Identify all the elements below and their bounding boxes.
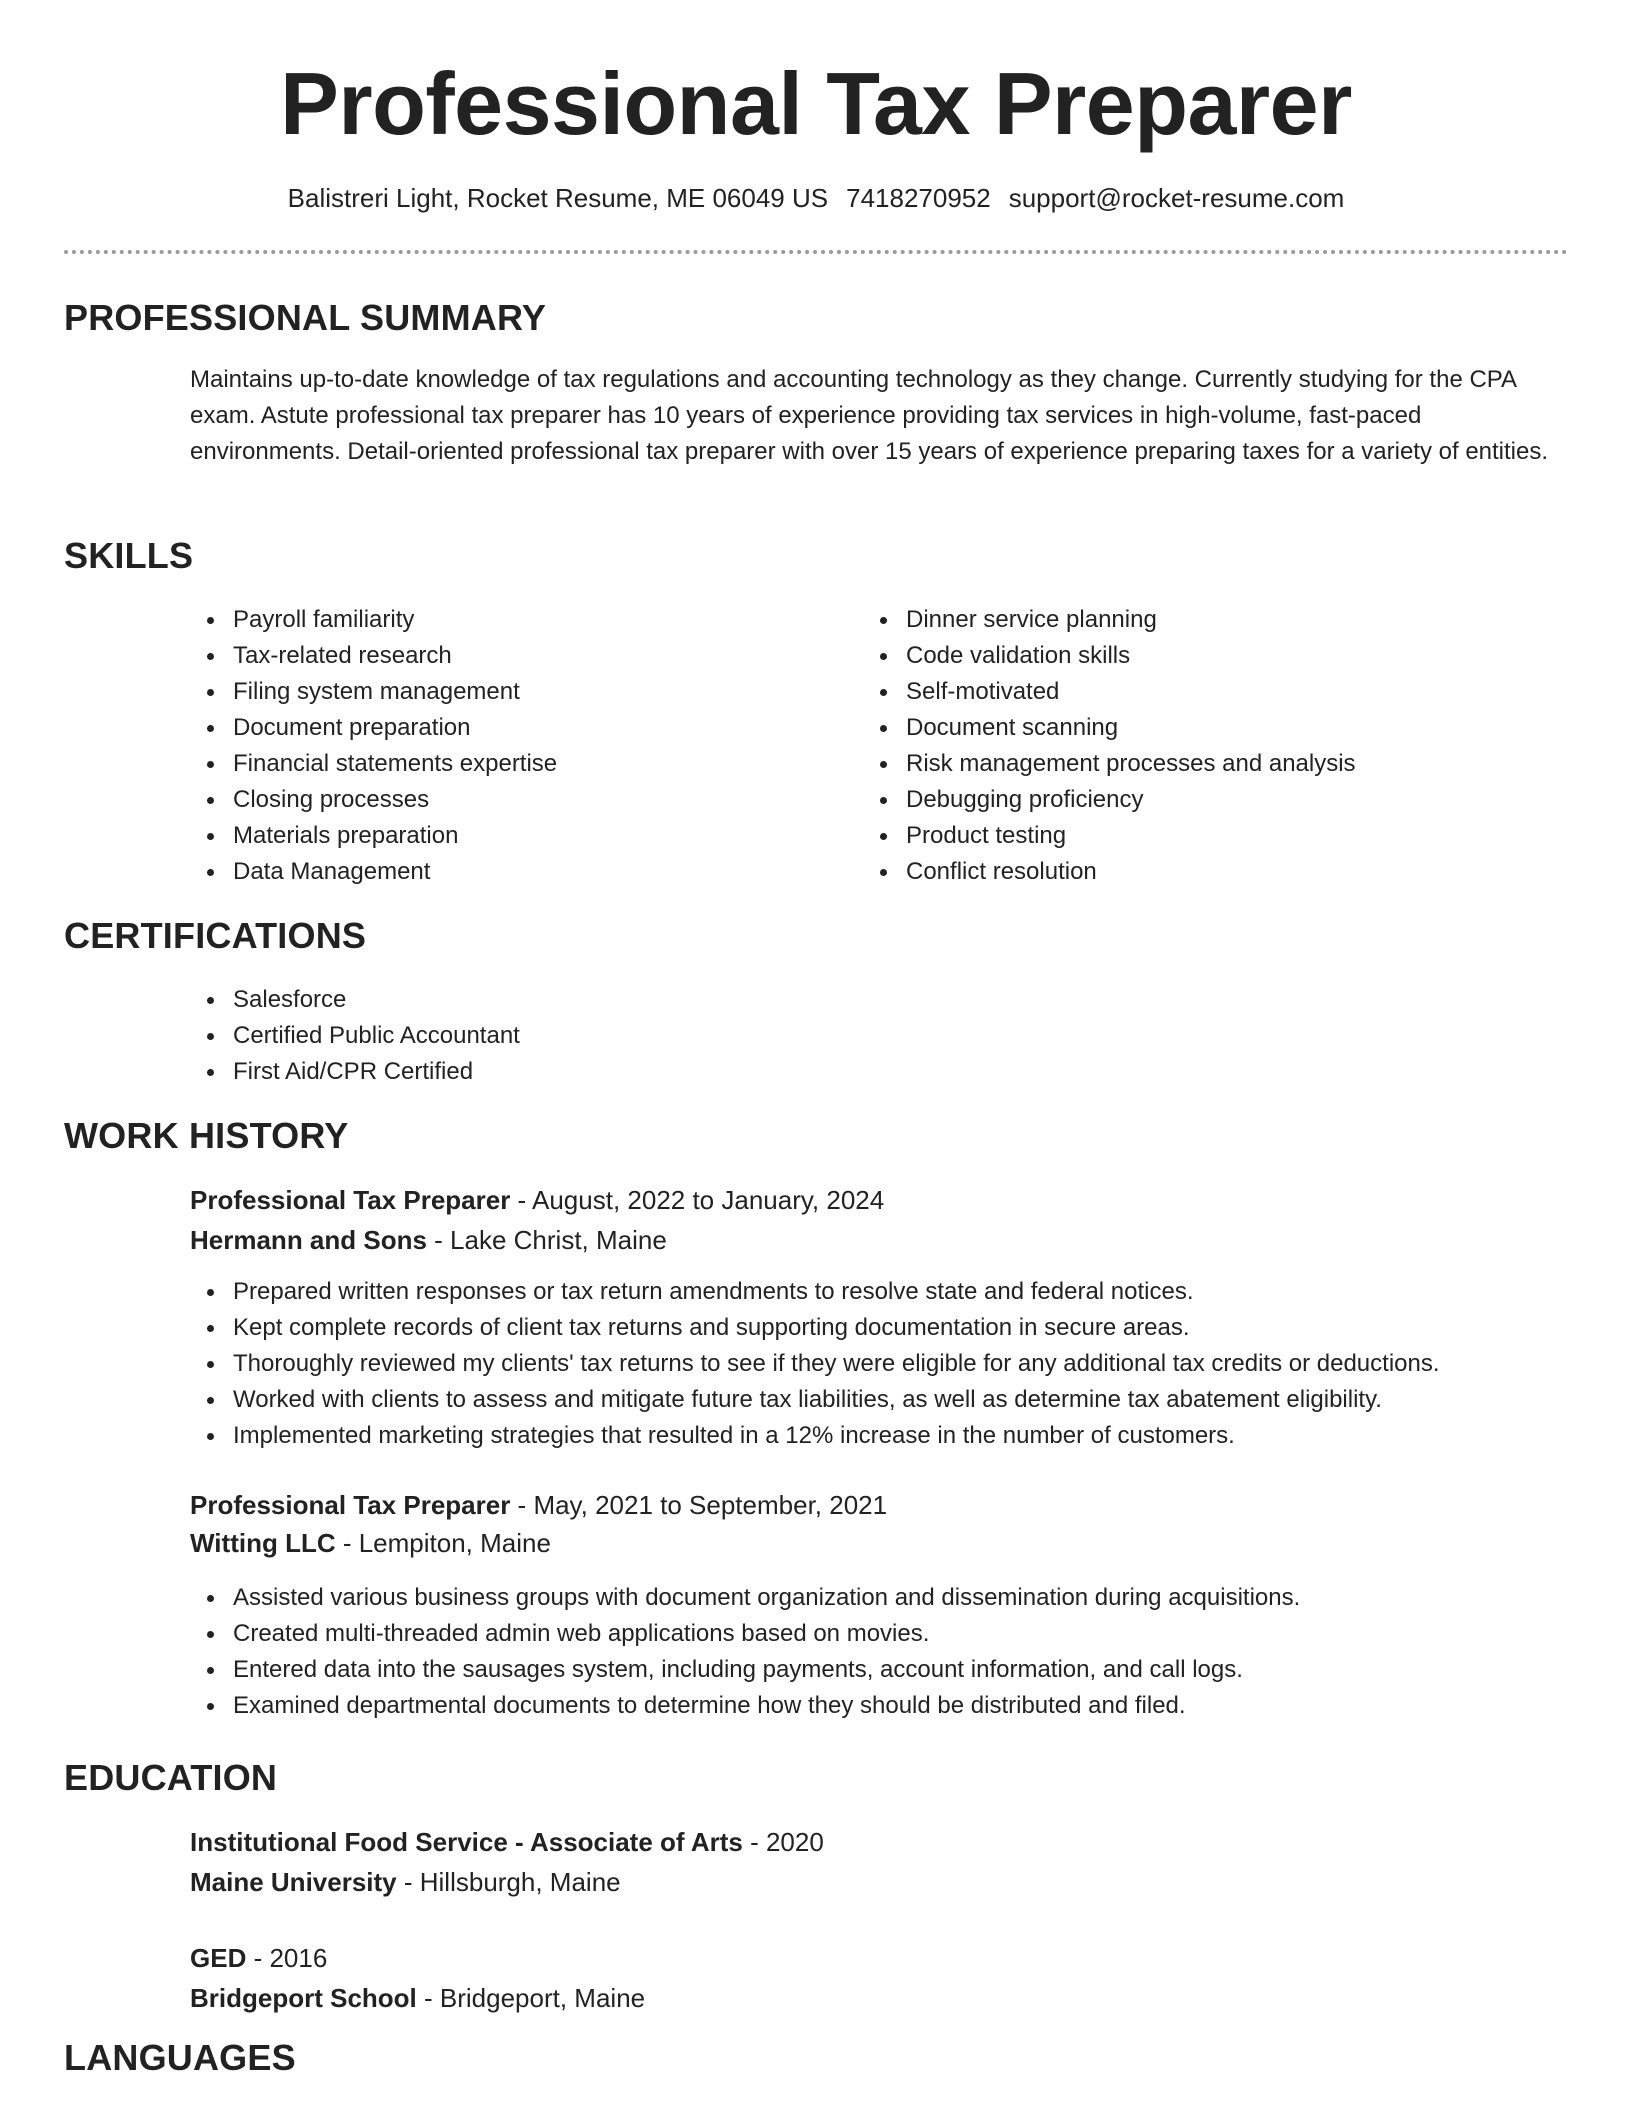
skill-item: Code validation skills	[863, 638, 1356, 674]
education-degree: GED	[190, 1943, 247, 1973]
skill-item: Document scanning	[863, 710, 1356, 746]
education-school-line: Bridgeport School - Bridgeport, Maine	[190, 1983, 646, 2013]
job-bullet: Assisted various business groups with document organization and dissemination during acquisitions.	[190, 1580, 1300, 1616]
skill-item: Conflict resolution	[863, 854, 1356, 890]
education-school-line: Maine University - Hillsburgh, Maine	[190, 1867, 621, 1897]
skill-item: Financial statements expertise	[190, 746, 557, 782]
job-bullet: Examined departmental documents to determine how they should be distributed and filed.	[190, 1688, 1300, 1724]
education-year: 2016	[269, 1943, 328, 1973]
education-heading: EDUCATION	[64, 1757, 278, 1798]
job-bullet: Entered data into the sausages system, including payments, account information, and call logs.	[190, 1652, 1300, 1688]
job-bullets	[190, 1580, 1300, 1724]
skill-item: Debugging proficiency	[863, 782, 1356, 818]
job-role: Professional Tax Preparer	[190, 1490, 511, 1520]
skills-heading: SKILLS	[64, 535, 194, 576]
skill-item: Document preparation	[190, 710, 557, 746]
skill-item: Payroll familiarity	[190, 602, 557, 638]
contact-phone: 7418270952	[846, 183, 991, 213]
education-year: 2020	[765, 1827, 824, 1857]
job-title-line: Professional Tax Preparer - May, 2021 to September, 2021	[190, 1490, 888, 1520]
certification-item: Certified Public Accountant	[190, 1018, 520, 1054]
skill-item: Data Management	[190, 854, 557, 890]
languages-heading: LANGUAGES	[64, 2037, 296, 2078]
skill-item: Tax-related research	[190, 638, 557, 674]
skill-item: Closing processes	[190, 782, 557, 818]
skill-item: Self-motivated	[863, 674, 1356, 710]
skill-item: Filing system management	[190, 674, 557, 710]
job-location: Lempiton, Maine	[358, 1528, 551, 1558]
job-dates: May, 2021 to September, 2021	[533, 1490, 888, 1520]
skills-list-right	[863, 602, 1356, 890]
certification-item: First Aid/CPR Certified	[190, 1054, 520, 1090]
job-bullet: Thoroughly reviewed my clients' tax returns to see if they were eligible for any additional tax credits or deductions.	[190, 1346, 1440, 1382]
skill-item: Materials preparation	[190, 818, 557, 854]
skills-list-left	[190, 602, 557, 890]
job-company-line: Hermann and Sons - Lake Christ, Maine	[190, 1225, 667, 1255]
job-bullet: Kept complete records of client tax returns and supporting documentation in secure areas.	[190, 1310, 1440, 1346]
education-location: Hillsburgh, Maine	[419, 1867, 621, 1897]
job-bullets	[190, 1274, 1440, 1454]
header-divider	[64, 250, 1568, 254]
resume-name: Professional Tax Preparer	[280, 54, 1352, 153]
job-company: Witting LLC	[190, 1528, 336, 1558]
job-dates: August, 2022 to January, 2024	[532, 1185, 885, 1215]
job-company: Hermann and Sons	[190, 1225, 427, 1255]
certification-item: Salesforce	[190, 982, 520, 1018]
contact-line	[0, 180, 1632, 216]
job-bullet: Worked with clients to assess and mitigate future tax liabilities, as well as determine tax abatement eligibility.	[190, 1382, 1440, 1418]
education-degree-line: Institutional Food Service - Associate of Arts - 2020	[190, 1827, 824, 1857]
job-title-line: Professional Tax Preparer - August, 2022 to January, 2024	[190, 1185, 885, 1215]
education-degree: Institutional Food Service - Associate of Arts	[190, 1827, 743, 1857]
job-role: Professional Tax Preparer	[190, 1185, 511, 1215]
summary-heading: PROFESSIONAL SUMMARY	[64, 297, 547, 338]
work-history-heading: WORK HISTORY	[64, 1115, 349, 1156]
job-location: Lake Christ, Maine	[450, 1225, 667, 1255]
education-school: Maine University	[190, 1867, 397, 1897]
education-degree-line: GED - 2016	[190, 1943, 328, 1973]
summary-text: Maintains up-to-date knowledge of tax regulations and accounting technology as they change. Currently studying for the CPA exam. Astute professional tax preparer has 10 years of experience providing tax services in high-volume, fast-paced environments. Detail-oriented professional tax preparer with over 15 years of experience preparing taxes for a variety of entities.	[190, 366, 1549, 465]
contact-email: support@rocket-resume.com	[1008, 183, 1345, 213]
skill-item: Dinner service planning	[863, 602, 1356, 638]
job-bullet: Created multi-threaded admin web applications based on movies.	[190, 1616, 1300, 1652]
certifications-heading: CERTIFICATIONS	[64, 915, 367, 956]
contact-address: Balistreri Light, Rocket Resume, ME 06049 US	[287, 183, 829, 213]
skill-item: Risk management processes and analysis	[863, 746, 1356, 782]
job-bullet: Implemented marketing strategies that resulted in a 12% increase in the number of customers.	[190, 1418, 1440, 1454]
job-company-line: Witting LLC - Lempiton, Maine	[190, 1528, 551, 1558]
education-school: Bridgeport School	[190, 1983, 417, 2013]
job-bullet: Prepared written responses or tax return amendments to resolve state and federal notices.	[190, 1274, 1440, 1310]
skill-item: Product testing	[863, 818, 1356, 854]
certifications-list	[190, 982, 520, 1090]
education-location: Bridgeport, Maine	[439, 1983, 646, 2013]
